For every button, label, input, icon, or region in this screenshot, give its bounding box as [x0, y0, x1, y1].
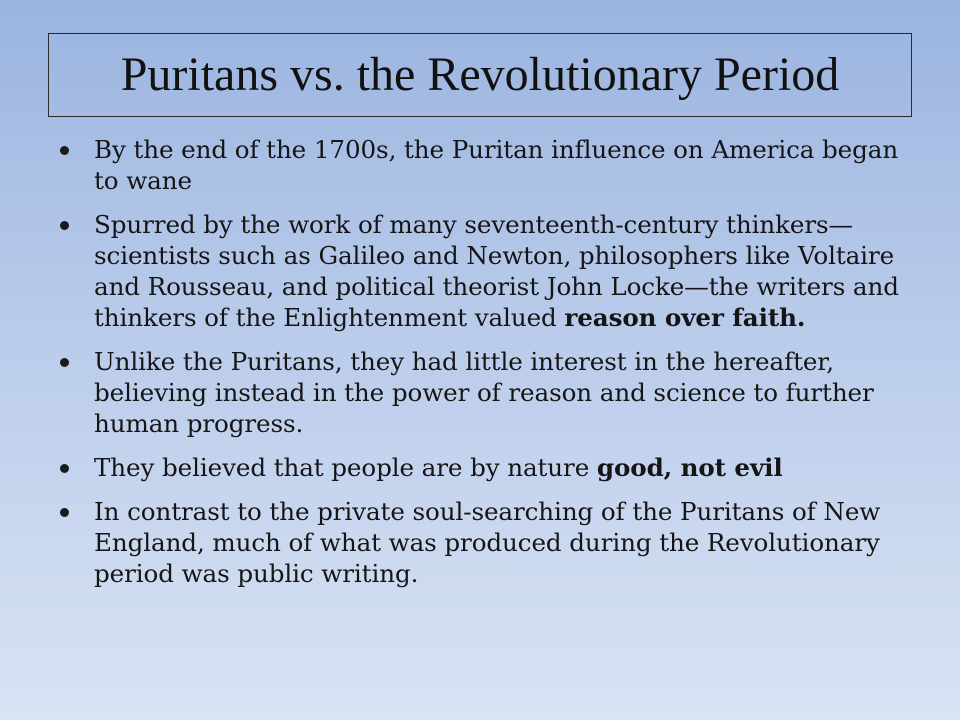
- slide-title: Puritans vs. the Revolutionary Period: [120, 48, 840, 101]
- bullet-text: In contrast to the private soul-searching of the Puritans of New England, much of what was produced during the Revolutionary period was public writing.: [94, 497, 881, 588]
- bullet-item: [56, 209, 916, 333]
- title-box: [48, 33, 912, 117]
- bullet-item: [56, 134, 916, 196]
- bullet-icon: [60, 508, 69, 517]
- bullet-list: [56, 134, 916, 602]
- bullet-emphasis: good, not evil: [596, 453, 783, 482]
- bullet-text: They believed that people are by nature: [94, 453, 597, 482]
- bullet-icon: [60, 358, 69, 367]
- bullet-item: [56, 452, 916, 483]
- bullet-text: By the end of the 1700s, the Puritan influence on America began to wane: [94, 135, 899, 195]
- bullet-icon: [60, 146, 69, 155]
- bullet-text: Unlike the Puritans, they had little interest in the hereafter, believing instead in the power of reason and science to further human progress.: [94, 347, 874, 438]
- bullet-icon: [60, 221, 69, 230]
- bullet-item: [56, 496, 916, 589]
- bullet-emphasis: reason over faith.: [564, 303, 806, 332]
- bullet-item: [56, 346, 916, 439]
- bullet-icon: [60, 464, 69, 473]
- bullet-text: Spurred by the work of many seventeenth-century thinkers—scientists such as Galileo and Newton, philosophers like Voltaire and Rousseau, and political theorist John Locke—the writers and thinkers of the Enlightenment valued: [94, 210, 899, 332]
